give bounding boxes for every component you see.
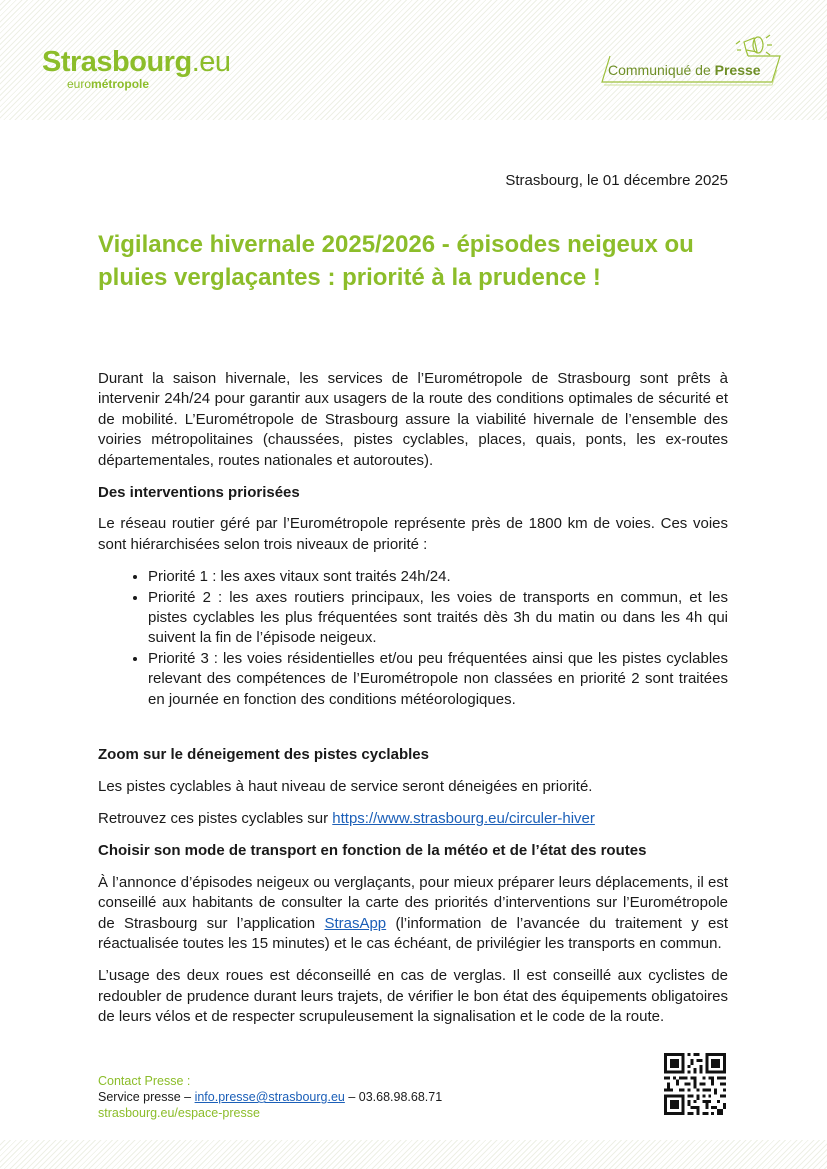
interventions-paragraph: Le réseau routier géré par l’Eurométropole représente près de 1800 km de voies. Ces voies sont hiérarchisées selon trois niveaux de priorité : bbox=[98, 515, 728, 553]
link-prefix: Retrouvez ces pistes cyclables sur bbox=[98, 809, 333, 827]
service-prefix: Service presse – bbox=[98, 1090, 195, 1104]
strasapp-link[interactable]: StrasApp bbox=[324, 914, 387, 932]
badge-prefix: Communiqué de bbox=[608, 62, 715, 78]
transport-paragraph bbox=[98, 873, 728, 955]
contact-label: Contact Presse : bbox=[98, 1074, 191, 1088]
list-item: • Priorité 3 : les voies résidentielles et/ou peu fréquentées ainsi que les pistes cyclables relevant des compétences de l’Eurométropole non classées en priorité 2 sont traitées en journée en fonction des conditions météorologiques. bbox=[148, 649, 728, 710]
intro-paragraph: Durant la saison hivernale, les services de l’Eurométropole de Strasbourg sont prêts à intervenir 24h/24 pour garantir aux usagers de la route des conditions optimales de sécurité et de mobilité. L’Eurométropole de Strasbourg assure la viabilité hivernale de l’ensemble des voiries métropolitaines (chaussées, pistes cyclables, places, quais, ponts, les ex-routes départementales, routes nationales et autoroutes). bbox=[98, 370, 728, 469]
logo-suffix: .eu bbox=[191, 46, 231, 78]
footer-hatch-band bbox=[0, 1140, 827, 1169]
communique-presse-badge bbox=[596, 30, 786, 90]
section-heading-transport: Choisir son mode de transport en fonction de la météo et de l’état des routes bbox=[98, 842, 647, 860]
list-item: • Priorité 1 : les axes vitaux sont traités 24h/24. bbox=[148, 567, 728, 587]
logo-sub-prefix: euro bbox=[67, 77, 92, 91]
deneigement-paragraph: Les pistes cyclables à haut niveau de service seront déneigées en priorité. bbox=[98, 777, 593, 795]
article-body bbox=[98, 369, 728, 1028]
logo-main-text: Strasbourg bbox=[42, 46, 192, 78]
priority-list bbox=[98, 567, 728, 710]
qr-code-icon bbox=[664, 1053, 726, 1115]
megaphone-icon bbox=[596, 30, 786, 90]
spacer bbox=[98, 721, 728, 745]
service-line bbox=[98, 1089, 442, 1105]
deux-roues-paragraph: L’usage des deux roues est déconseillé en cas de verglas. Il est conseillé aux cyclistes de redoubler de prudence durant leurs trajets, de vérifier le bon état des équipements obligatoires de leurs vélos et de respecter scrupuleusement la signalisation et le code de la route. bbox=[98, 967, 728, 1026]
list-item: • Priorité 2 : les axes routiers principaux, les voies de transports en commun, et les pistes cyclables les plus fréquentées sont traités dès 3h du matin ou dans les 4h qui suivent la fin de l’épisode neigeux. bbox=[148, 588, 728, 649]
logo-sub-bold: métropole bbox=[91, 77, 150, 91]
transport-text-before: À l’annonce d’épisodes neigeux ou verglaçants, pour mieux préparer leurs déplacements, il est conseillé aux habitants de consulter la carte des priorités d’interventions sur l’Eurométropole de Strasbourg sur l’application bbox=[98, 873, 728, 932]
deneigement-link-line bbox=[98, 809, 728, 829]
page-title: Vigilance hivernale 2025/2026 - épisodes neigeux ou pluies verglaçantes : priorité à la prudence ! bbox=[98, 231, 694, 291]
badge-bold: Presse bbox=[714, 62, 761, 78]
phone-number: – 03.68.98.68.71 bbox=[344, 1090, 443, 1104]
circuler-hiver-link[interactable]: https://www.strasbourg.eu/circuler-hiver bbox=[332, 809, 595, 827]
strasbourg-logo bbox=[42, 46, 231, 91]
date-line: Strasbourg, le 01 décembre 2025 bbox=[505, 172, 728, 189]
press-site: strasbourg.eu/espace-presse bbox=[98, 1106, 260, 1120]
section-heading-deneigement: Zoom sur le déneigement des pistes cyclables bbox=[98, 746, 429, 764]
press-email-link[interactable]: info.presse@strasbourg.eu bbox=[194, 1090, 345, 1104]
transport-text-after: (l’information de l’avancée du traitement y est réactualisée toutes les 15 minutes) et le cas échéant, de privilégier les transports en commun. bbox=[98, 914, 729, 952]
section-heading-interventions: Des interventions priorisées bbox=[98, 484, 300, 502]
press-contact bbox=[98, 1073, 442, 1121]
